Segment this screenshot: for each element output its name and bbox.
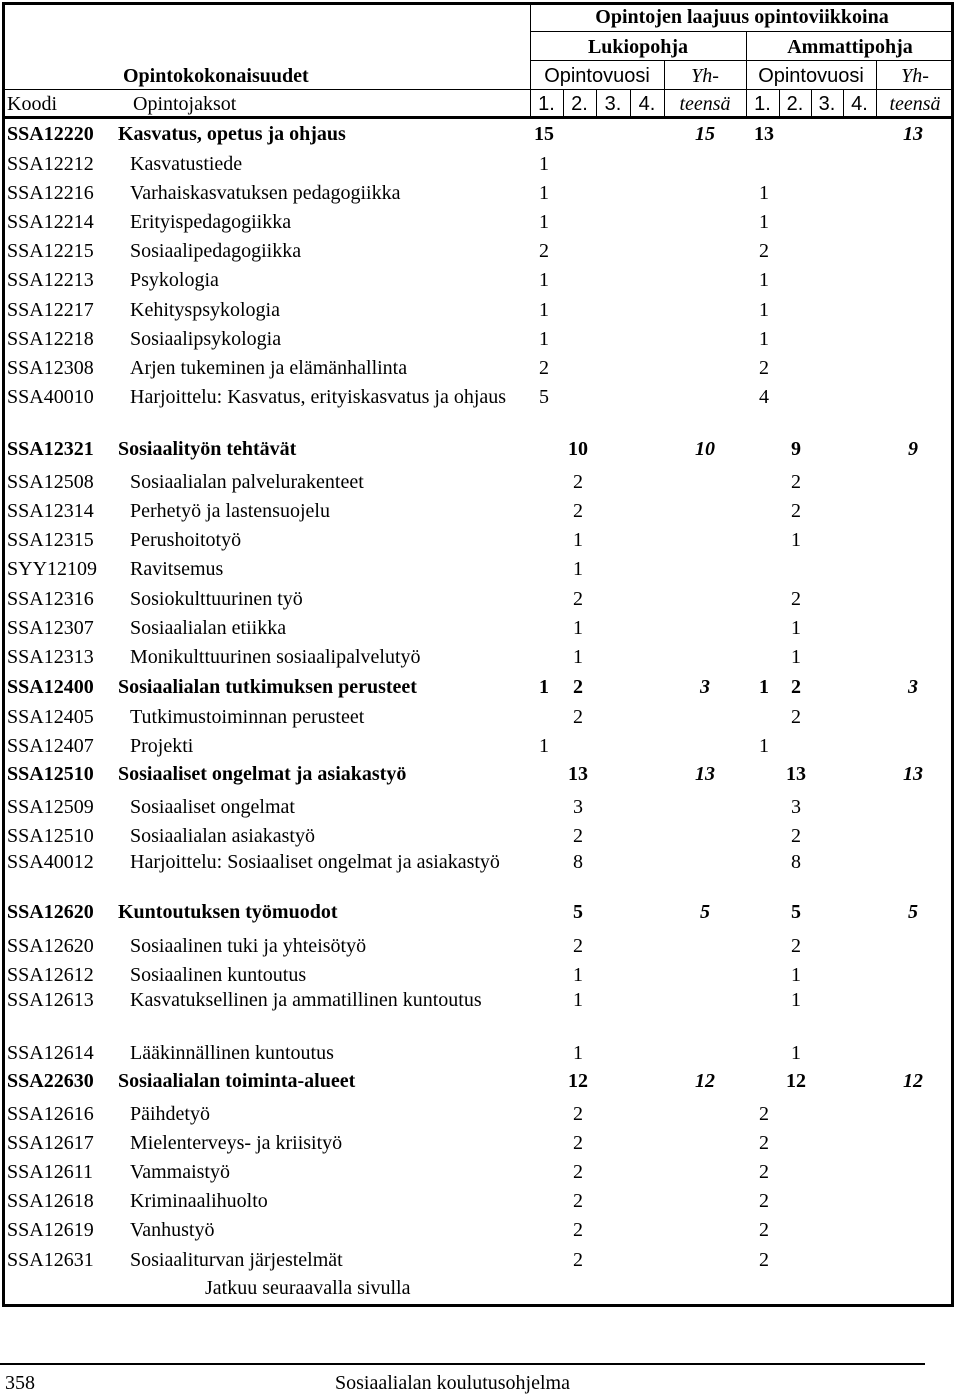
page-footer-rule (0, 1363, 925, 1365)
course-code: SSA12510 (7, 825, 94, 847)
course-code: SSA12508 (7, 471, 94, 493)
course-code: SSA12314 (7, 500, 94, 522)
credits-l2: 8 (573, 851, 583, 873)
course-code: SSA12216 (7, 182, 94, 204)
course-code: SYY12109 (7, 558, 98, 580)
credits-l2: 2 (573, 1190, 583, 1212)
course-code: SSA12213 (7, 269, 94, 291)
credits-l1: 2 (539, 240, 549, 262)
credits-l2: 5 (573, 901, 583, 923)
course-code: SSA12617 (7, 1132, 94, 1154)
credits-l2: 12 (568, 1070, 588, 1092)
header-koodi: Koodi (7, 93, 57, 115)
credits-a2: 1 (791, 989, 801, 1011)
course-name: Sosiaaliset ongelmat ja asiakastyö (118, 763, 407, 785)
credits-l2: 1 (573, 529, 583, 551)
course-name: Lääkinnällinen kuntoutus (130, 1042, 334, 1064)
credits-lt: 15 (695, 123, 715, 145)
header-year-1-ammatti: 1. (754, 93, 771, 115)
course-name: Kasvatustiede (130, 153, 243, 175)
credits-a2: 1 (791, 964, 801, 986)
credits-at: 13 (903, 123, 923, 145)
credits-a1: 2 (759, 1103, 769, 1125)
header-year-3-lukio: 3. (604, 93, 622, 115)
course-code: SSA12510 (7, 763, 94, 785)
credits-at: 9 (908, 438, 918, 460)
course-code: SSA12308 (7, 357, 94, 379)
course-code: SSA12509 (7, 796, 94, 818)
header-year-1-lukio: 1. (538, 93, 555, 115)
header-yh-ammatti: Yh- (901, 65, 929, 87)
credits-a2: 2 (791, 706, 801, 728)
credits-a2: 1 (791, 646, 801, 668)
course-name: Sosiaalialan tutkimuksen perusteet (118, 676, 417, 698)
continued-note: Jatkuu seuraavalla sivulla (205, 1277, 411, 1299)
course-code: SSA12612 (7, 964, 94, 986)
credits-a1: 2 (759, 1190, 769, 1212)
credits-a2: 2 (791, 676, 801, 698)
credits-a1: 2 (759, 357, 769, 379)
credits-l2: 3 (573, 796, 583, 818)
credits-a2: 2 (791, 500, 801, 522)
course-code: SSA12307 (7, 617, 94, 639)
credits-a2: 12 (786, 1070, 806, 1092)
credits-a1: 13 (754, 123, 774, 145)
course-code: SSA12217 (7, 299, 94, 321)
credits-a1: 1 (759, 182, 769, 204)
course-name: Päihdetyö (130, 1103, 210, 1125)
course-code: SSA12321 (7, 438, 94, 460)
credits-l2: 2 (573, 706, 583, 728)
credits-l1: 15 (534, 123, 554, 145)
credits-l1: 1 (539, 328, 549, 350)
header-ammattipohja: Ammattipohja (787, 36, 913, 58)
course-name: Sosiaalialan toiminta-alueet (118, 1070, 356, 1092)
credits-at: 13 (903, 763, 923, 785)
header-teensa-ammatti: teensä (889, 93, 941, 115)
course-name: Sosiaalialan etiikka (130, 617, 287, 639)
credits-a2: 5 (791, 901, 801, 923)
credits-a2: 1 (791, 617, 801, 639)
header-opintokokonaisuudet: Opintokokonaisuudet (123, 65, 309, 87)
course-name: Erityispedagogiikka (130, 211, 292, 233)
credits-l2: 2 (573, 1219, 583, 1241)
credits-l2: 2 (573, 676, 583, 698)
header-year-3-ammatti: 3. (818, 93, 836, 115)
credits-l2: 2 (573, 1132, 583, 1154)
credits-l2: 1 (573, 617, 583, 639)
course-name: Kasvatuksellinen ja ammatillinen kuntoutus (130, 989, 482, 1011)
header-opintovuosi-ammatti: Opintovuosi (758, 65, 864, 87)
course-code: SSA12405 (7, 706, 94, 728)
credits-a1: 1 (759, 328, 769, 350)
course-code: SSA12316 (7, 588, 94, 610)
course-name: Arjen tukeminen ja elämänhallinta (130, 357, 408, 379)
credits-l1: 1 (539, 182, 549, 204)
credits-l2: 2 (573, 588, 583, 610)
course-name: Sosiaalinen tuki ja yhteisötyö (130, 935, 367, 957)
credits-l1: 1 (539, 299, 549, 321)
header-rule-2 (530, 60, 954, 61)
course-name: Kasvatus, opetus ja ohjaus (118, 123, 346, 145)
course-name: Sosiaalinen kuntoutus (130, 964, 307, 986)
course-code: SSA12315 (7, 529, 94, 551)
course-code: SSA12313 (7, 646, 94, 668)
credits-at: 3 (908, 676, 918, 698)
credits-a1: 1 (759, 269, 769, 291)
course-code: SSA12631 (7, 1249, 94, 1271)
header-rule-bottom (2, 116, 954, 119)
credits-a1: 2 (759, 1132, 769, 1154)
course-name: Tutkimustoiminnan perusteet (130, 706, 365, 728)
credits-l2: 2 (573, 1103, 583, 1125)
header-opintovuosi-lukio: Opintovuosi (544, 65, 650, 87)
credits-l1: 1 (539, 269, 549, 291)
course-code: SSA12215 (7, 240, 94, 262)
course-code: SSA12620 (7, 901, 94, 923)
header-year-2-ammatti: 2. (786, 93, 804, 115)
credits-l2: 1 (573, 989, 583, 1011)
course-code: SSA12407 (7, 735, 94, 757)
course-code: SSA40010 (7, 386, 94, 408)
course-code: SSA12218 (7, 328, 94, 350)
credits-l1: 1 (539, 676, 549, 698)
course-code: SSA12212 (7, 153, 94, 175)
course-name: Kuntoutuksen työmuodot (118, 901, 338, 923)
course-name: Sosiaalityön tehtävät (118, 438, 297, 460)
credits-a1: 1 (759, 735, 769, 757)
header-opintojaksot: Opintojaksot (133, 93, 237, 115)
credits-a1: 2 (759, 1249, 769, 1271)
header-top-title: Opintojen laajuus opintoviikkoina (595, 6, 889, 28)
credits-l2: 2 (573, 500, 583, 522)
credits-l2: 13 (568, 763, 588, 785)
course-name: Psykologia (130, 269, 219, 291)
course-name: Sosiaalialan asiakastyö (130, 825, 315, 847)
credits-l2: 2 (573, 1161, 583, 1183)
header-teensa-lukio: teensä (679, 93, 731, 115)
header-yh-lukio: Yh- (691, 65, 719, 87)
credits-l2: 10 (568, 438, 588, 460)
course-code: SSA12619 (7, 1219, 94, 1241)
credits-a1: 2 (759, 1161, 769, 1183)
course-name: Sosiaaliset ongelmat (130, 796, 295, 818)
credits-l2: 1 (573, 558, 583, 580)
course-name: Ravitsemus (130, 558, 224, 580)
course-name: Monikulttuurinen sosiaalipalvelutyö (130, 646, 421, 668)
credits-a2: 2 (791, 588, 801, 610)
page-number: 358 (5, 1372, 35, 1394)
credits-l2: 2 (573, 825, 583, 847)
credits-lt: 10 (695, 438, 715, 460)
course-name: Sosiokulttuurinen työ (130, 588, 303, 610)
credits-at: 5 (908, 901, 918, 923)
course-name: Perhetyö ja lastensuojelu (130, 500, 330, 522)
course-name: Mielenterveys- ja kriisityö (130, 1132, 343, 1154)
course-name: Harjoittelu: Kasvatus, erityiskasvatus ja ohjaus (130, 386, 507, 408)
course-code: SSA12614 (7, 1042, 94, 1064)
course-name: Varhaiskasvatuksen pedagogiikka (130, 182, 401, 204)
credits-lt: 3 (700, 676, 710, 698)
credits-a1: 1 (759, 676, 769, 698)
credits-lt: 13 (695, 763, 715, 785)
credits-a2: 3 (791, 796, 801, 818)
credits-l1: 1 (539, 211, 549, 233)
course-name: Sosiaaliturvan järjestelmät (130, 1249, 343, 1271)
course-code: SSA12616 (7, 1103, 94, 1125)
course-name: Sosiaalipsykologia (130, 328, 282, 350)
credits-l1: 5 (539, 386, 549, 408)
credits-l1: 2 (539, 357, 549, 379)
course-code: SSA12620 (7, 935, 94, 957)
header-year-4-ammatti: 4. (851, 93, 868, 115)
page-footer-title: Sosiaalialan koulutusohjelma (335, 1372, 570, 1394)
credits-l2: 1 (573, 1042, 583, 1064)
credits-a2: 9 (791, 438, 801, 460)
credits-a1: 2 (759, 240, 769, 262)
course-name: Harjoittelu: Sosiaaliset ongelmat ja asiakastyö (130, 851, 500, 873)
header-lukiopohja: Lukiopohja (587, 36, 689, 58)
credits-a2: 13 (786, 763, 806, 785)
course-name: Vammaistyö (130, 1161, 230, 1183)
credits-l2: 2 (573, 1249, 583, 1271)
credits-a2: 1 (791, 1042, 801, 1064)
course-code: SSA12214 (7, 211, 94, 233)
credits-lt: 12 (695, 1070, 715, 1092)
credits-a2: 8 (791, 851, 801, 873)
course-code: SSA12400 (7, 676, 94, 698)
credits-at: 12 (903, 1070, 923, 1092)
credits-l2: 1 (573, 646, 583, 668)
course-name: Kriminaalihuolto (130, 1190, 268, 1212)
header-year-4-lukio: 4. (638, 93, 656, 115)
course-name: Vanhustyö (130, 1219, 215, 1241)
header-year-2-lukio: 2. (571, 93, 588, 115)
credits-l1: 1 (539, 735, 549, 757)
credits-lt: 5 (700, 901, 710, 923)
credits-a1: 4 (759, 386, 769, 408)
credits-l2: 2 (573, 471, 583, 493)
credits-a2: 2 (791, 471, 801, 493)
course-code: SSA12611 (7, 1161, 93, 1183)
course-name: Kehityspsykologia (130, 299, 280, 321)
course-name: Perushoitotyö (130, 529, 242, 551)
course-name: Sosiaalipedagogiikka (130, 240, 302, 262)
credits-l1: 1 (539, 153, 549, 175)
course-name: Sosiaalialan palvelurakenteet (130, 471, 364, 493)
credits-l2: 2 (573, 935, 583, 957)
course-code: SSA12618 (7, 1190, 94, 1212)
credits-a1: 1 (759, 299, 769, 321)
credits-a1: 1 (759, 211, 769, 233)
course-name: Projekti (130, 735, 194, 757)
course-code: SSA22630 (7, 1070, 94, 1092)
course-code: SSA40012 (7, 851, 94, 873)
course-code: SSA12220 (7, 123, 94, 145)
course-code: SSA12613 (7, 989, 94, 1011)
credits-a1: 2 (759, 1219, 769, 1241)
credits-a2: 2 (791, 935, 801, 957)
credits-l2: 1 (573, 964, 583, 986)
credits-a2: 1 (791, 529, 801, 551)
header-rule-1 (530, 31, 954, 32)
credits-a2: 2 (791, 825, 801, 847)
